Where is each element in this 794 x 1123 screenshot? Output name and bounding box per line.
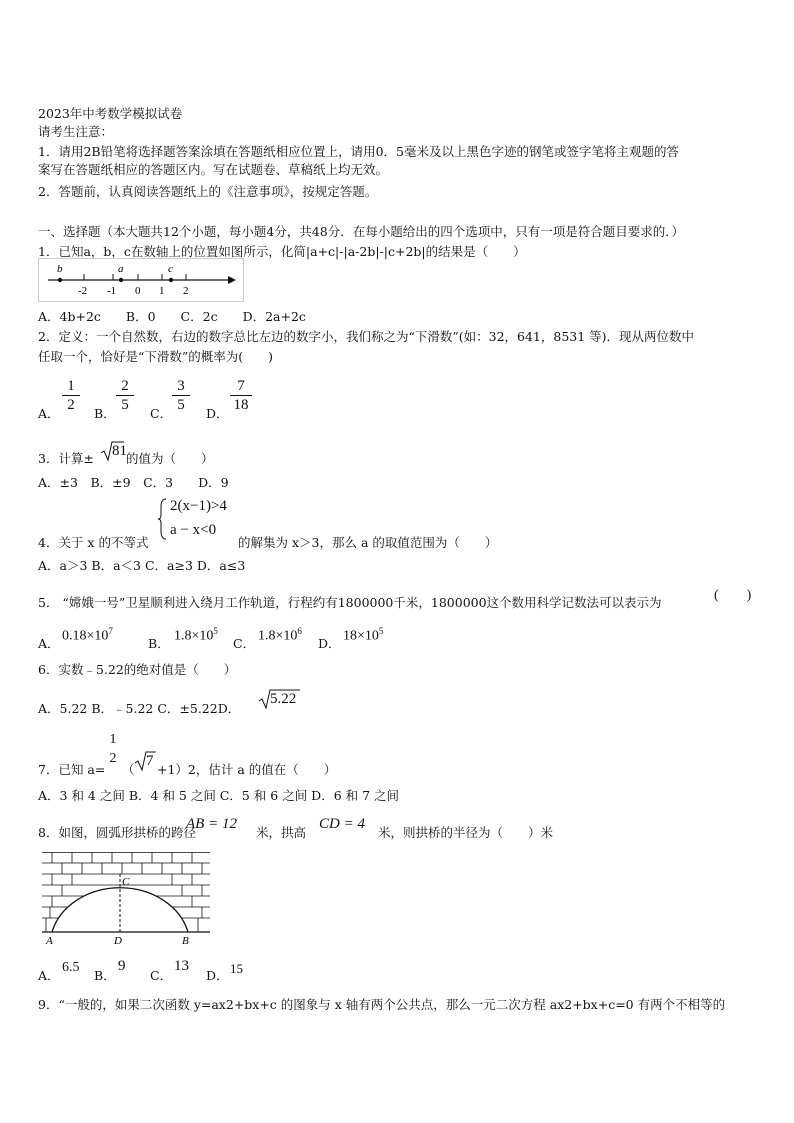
q1-tick-1: 1 <box>159 285 165 297</box>
q8-stem-mid: 米，拱高 <box>256 825 307 840</box>
q7-radicand: 7 <box>146 753 154 769</box>
q7-options: A．3 和 4 之间 B．4 和 5 之间 C．5 和 6 之间 D．6 和 7 之间 <box>38 788 400 803</box>
q8-option-a-value: 6.5 <box>62 960 80 975</box>
q5-option-a-value: $0.18\times 10^7$ <box>62 626 113 644</box>
q5-paren: ( ) <box>714 588 752 603</box>
q2-option-d-label: D． <box>206 406 229 421</box>
q2-option-b-label: B． <box>94 406 116 421</box>
q2-option-b-fraction: 2 5 <box>116 378 134 413</box>
q4-inequality-2: a − x<0 <box>170 522 217 538</box>
notice-1-line-2: 案写在答题纸相应的答题区内。写在试题卷、草稿纸上均无效。 <box>38 162 389 177</box>
notice-title: 请考生注意： <box>38 124 114 139</box>
exam-title: 2023年中考数学模拟试卷 <box>38 106 183 121</box>
q2-option-c-label: C． <box>150 406 173 421</box>
q1-tick-0: 0 <box>135 285 141 297</box>
q7-stem-suffix: +1）2，估计 a 的值在（ ） <box>157 762 337 777</box>
q2-option-a-fraction: 1 2 <box>62 378 80 413</box>
q5-option-d-value: $18\times 10^5$ <box>343 626 384 644</box>
q5-option-c-label: C． <box>233 636 256 651</box>
q5-option-b-value: $1.8\times 10^5$ <box>174 626 218 644</box>
q4-inequality-1: 2(x−1)>4 <box>170 498 227 514</box>
q4-options: A．a＞3 B．a＜3 C．a≥3 D．a≤3 <box>38 558 246 573</box>
q3-stem-prefix: 3．计算± <box>38 451 94 466</box>
q4-stem-suffix: 的解集为 x＞3，那么 a 的取值范围为（ ） <box>238 535 498 550</box>
section-heading: 一、选择题（本大题共12个小题，每小题4分，共48分．在每小题给出的四个选项中，只有一项是符合题目要求的．） <box>38 224 685 239</box>
q8-label-a: A <box>46 935 53 946</box>
notice-1-line-1: 1．请用2B铅笔将选择题答案涂填在答题纸相应位置上，请用0．5毫米及以上黑色字迹的钢笔或签字笔将主观题的答 <box>38 144 679 159</box>
q5-option-a-label: A． <box>38 636 60 651</box>
q8-ab: AB = 12 <box>186 816 237 832</box>
q8-option-a-label: A． <box>38 968 60 983</box>
q8-bridge-figure <box>38 852 214 946</box>
q8-option-b-value: 9 <box>118 958 126 974</box>
q8-option-c-label: C． <box>150 968 173 983</box>
q1-stem: 1．已知a，b，c在数轴上的位置如图所示，化简|a+c|-|a-2b|-|c+2b|的结果是（ ） <box>38 244 526 259</box>
q2-option-a-label: A． <box>38 406 60 421</box>
q8-label-c: C <box>122 876 130 888</box>
q8-label-b: B <box>182 935 189 946</box>
q8-option-d-value: 15 <box>230 961 243 976</box>
q8-label-d: D <box>114 935 122 946</box>
q4-stem-prefix: 4．关于 x 的不等式 <box>38 535 149 550</box>
q7-paren-open: （ <box>122 762 135 777</box>
q8-cd: CD = 4 <box>319 816 365 832</box>
q1-label-b: b <box>57 263 63 275</box>
q1-label-c: c <box>168 263 173 275</box>
q5-option-b-label: B． <box>148 636 170 651</box>
q3-options: A．±3 B．±9 C．3 D．9 <box>38 475 229 490</box>
q3-stem-suffix: 的值为（ ） <box>126 451 214 466</box>
q9-line-1: 9．“一般的，如果二次函数 y=ax2+bx+c 的图象与 x 轴有两个公共点，那么一元二次方程 ax2+bx+c=0 有两个不相等的 <box>38 997 726 1012</box>
q8-stem-suffix: 米，则拱桥的半径为（ ）米 <box>378 825 554 840</box>
q7-stem-prefix: 7．已知 a= <box>38 762 106 777</box>
q3-radicand: 81 <box>112 443 127 459</box>
q1-tick-neg1: -1 <box>107 285 117 297</box>
q6-radicand: 5.22 <box>270 691 297 707</box>
q1-label-a: a <box>118 263 124 275</box>
notice-2: 2．答题前，认真阅读答题纸上的《注意事项》，按规定答题。 <box>38 184 378 199</box>
q2-line-1: 2．定义：一个自然数，右边的数字总比左边的数字小，我们称之为“下滑数”(如：32，641，8531 等)．现从两位数中 <box>38 329 695 344</box>
q1-tick-2: 2 <box>183 285 189 297</box>
q5-stem: 5． “嫦娥一号”卫星顺利进入绕月工作轨道，行程约有1800000千米，1800000这个数用科学记数法可以表示为 <box>38 595 662 610</box>
q2-option-c-fraction: 3 5 <box>172 378 190 413</box>
q8-option-c-value: 13 <box>174 958 189 974</box>
q1-options: A．4b+2c B．0 C．2c D．2a+2c <box>38 309 306 324</box>
q1-tick-neg2: -2 <box>78 285 88 297</box>
q8-stem-prefix: 8．如图，圆弧形拱桥的跨径 <box>38 825 196 840</box>
q8-option-b-label: B． <box>94 968 116 983</box>
q6-stem: 6．实数﹣5.22的绝对值是（ ） <box>38 662 237 677</box>
q1-number-line <box>38 258 244 302</box>
q2-line-2: 任取一个，恰好是“下滑数”的概率为( ) <box>38 349 274 364</box>
q6-options: A．5.22 B．﹣5.22 C．±5.22D． <box>38 701 241 716</box>
q5-option-d-label: D． <box>318 636 341 651</box>
q7-fraction: 1 2 <box>109 732 117 766</box>
q5-option-c-value: $1.8\times 10^6$ <box>258 626 302 644</box>
q2-option-d-fraction: 7 18 <box>230 378 252 413</box>
q8-option-d-label: D． <box>206 968 229 983</box>
